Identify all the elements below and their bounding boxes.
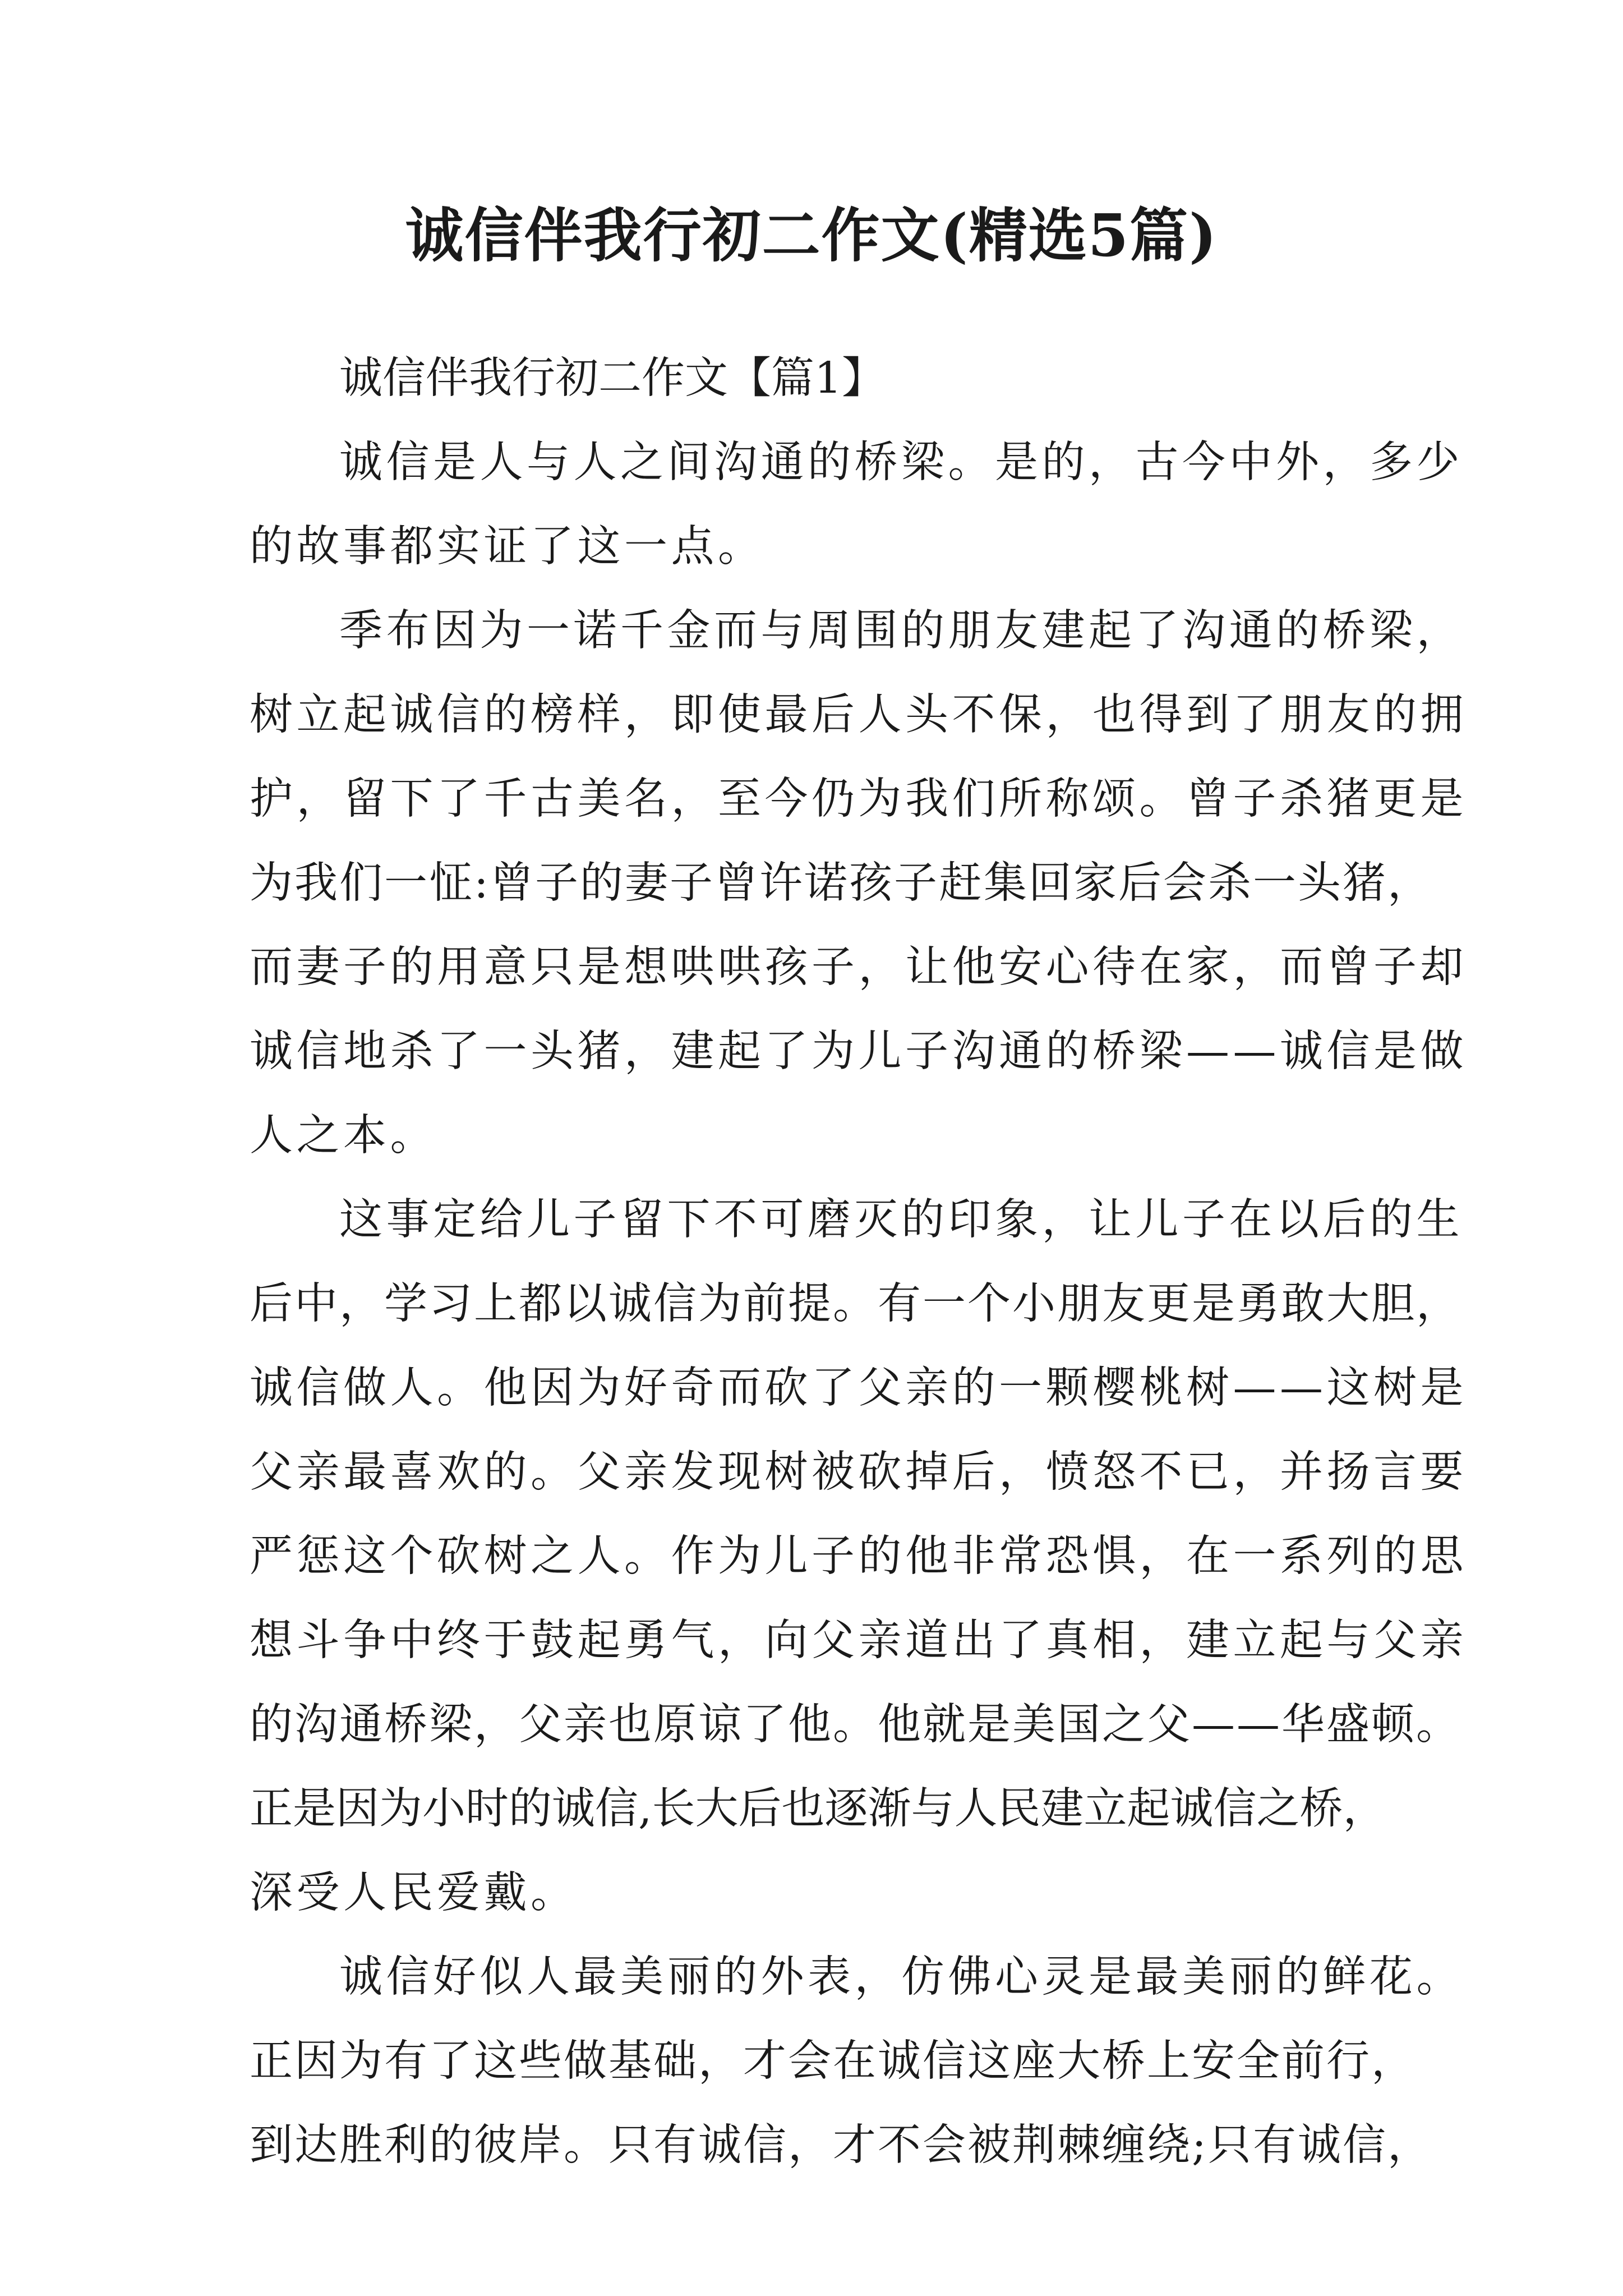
- paragraph-line: 人之本。: [250, 1111, 437, 1161]
- paragraph-line: 到达胜利的彼岸。只有诚信，才不会被荆棘缠绕;只有诚信，: [250, 2120, 1432, 2170]
- paragraph-line: 而妻子的用意只是想哄哄孩子，让他安心待在家，而曾子却: [250, 942, 1467, 992]
- paragraph-line: 诚信做人。他因为好奇而砍了父亲的一颗樱桃树——这树是: [250, 1363, 1467, 1413]
- paragraph-line: 诚信是人与人之间沟通的桥梁。是的，古今中外，多少: [339, 438, 1463, 487]
- paragraph-line: 树立起诚信的榜样，即使最后人头不保，也得到了朋友的拥: [250, 690, 1467, 740]
- paragraph-line: 的故事都实证了这一点。: [250, 522, 765, 572]
- paragraph-line: 这事定给儿子留下不可磨灭的印象，让儿子在以后的生: [339, 1195, 1463, 1245]
- paragraph-line: 季布因为一诺千金而与周围的朋友建起了沟通的桥梁，: [339, 606, 1463, 656]
- paragraph-line: 父亲最喜欢的。父亲发现树被砍掉后，愤怒不已，并扬言要: [250, 1447, 1467, 1497]
- paragraph-line: 的沟通桥梁，父亲也原谅了他。他就是美国之父——华盛顿。: [250, 1700, 1461, 1750]
- paragraph-line: 深受人民爱戴。: [250, 1868, 578, 1918]
- paragraph-line: 护，留下了千古美名，至今仍为我们所称颂。曾子杀猪更是: [250, 774, 1467, 824]
- paragraph-line: 为我们一怔:曾子的妻子曾许诺孩子赶集回家后会杀一头猪，: [250, 858, 1432, 908]
- paragraph-line: 严惩这个砍树之人。作为儿子的他非常恐惧，在一系列的思: [250, 1531, 1467, 1581]
- paragraph-line: 后中，学习上都以诚信为前提。有一个小朋友更是勇敢大胆，: [250, 1279, 1461, 1329]
- paragraph-line: 诚信地杀了一头猪，建起了为儿子沟通的桥梁——诚信是做: [250, 1027, 1467, 1076]
- paragraph-line: 想斗争中终于鼓起勇气，向父亲道出了真相，建立起与父亲: [250, 1616, 1467, 1665]
- section-heading: 诚信伴我行初二作文【篇1】: [339, 353, 885, 403]
- paragraph-line: 诚信好似人最美丽的外表，仿佛心灵是最美丽的鲜花。: [339, 1952, 1463, 2002]
- paragraph-line: 正因为有了这些做基础，才会在诚信这座大桥上安全前行，: [250, 2036, 1416, 2086]
- document-title: 诚信伴我行初二作文(精选5篇): [405, 201, 1218, 270]
- paragraph-line: 正是因为小时的诚信,长大后也逐渐与人民建立起诚信之桥，: [250, 1784, 1386, 1834]
